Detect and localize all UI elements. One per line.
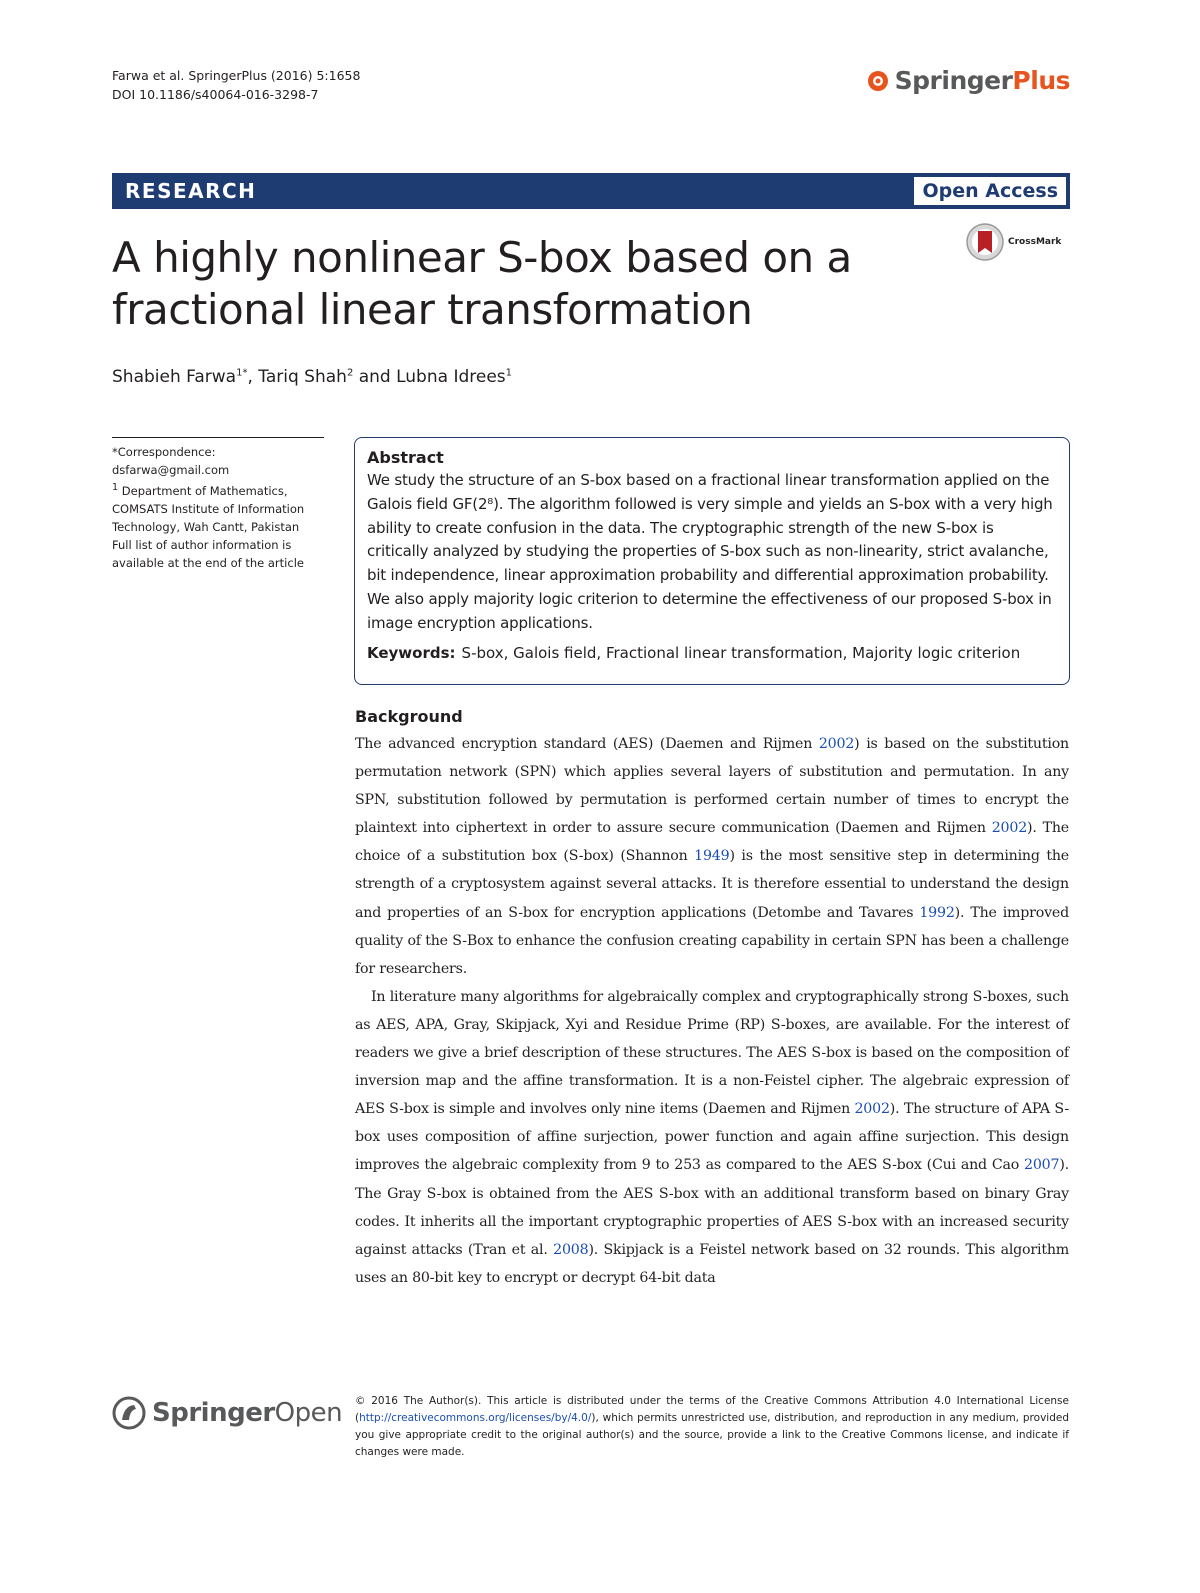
crossmark-badge[interactable] xyxy=(965,222,1061,262)
citation-journal-line: Farwa et al. SpringerPlus (2016) 5:1658 xyxy=(112,68,361,83)
springer-horse-icon xyxy=(867,70,889,92)
article-title: A highly nonlinear S-box based on a fractional linear transformation xyxy=(112,233,852,334)
citation-link[interactable]: 2002 xyxy=(818,736,855,752)
author-list xyxy=(112,367,512,387)
affiliation-sup: 1 xyxy=(112,482,119,493)
citation-link[interactable]: 1949 xyxy=(694,848,730,865)
crossmark-label: CrossMark xyxy=(1008,237,1062,247)
crossmark-icon xyxy=(965,222,1005,262)
article-type: RESEARCH xyxy=(125,179,257,203)
springerplus-logo[interactable] xyxy=(867,66,1070,95)
correspondence-sidebar xyxy=(112,437,324,572)
section-heading: Background xyxy=(355,707,463,726)
license-pre: © 2016 The Author(s). This article is distributed under the terms of the Creative Commons Attribution 4.0 International License ( xyxy=(355,1395,1069,1424)
paragraph: In literature many algorithms for algebraically complex and cryptographically strong S-boxes, such as AES, APA, Gray, Skipjack, Xyi and Residue Prime (RP) S-boxes, are available. For the interest of readers we give a brief description of these structures. The AES S-box is based on the composition of inversion map and the affine transformation. It is a non-Feistel cipher. The algebraic expression of AES S-box is simple and involves only nine items (Daemen and Rijmen 2002). The structure of APA S-box uses composition of affine surjection, power function and again affine surjection. This design improves the algebraic complexity from 9 to 253 as compared to the AES S-box (Cui and Cao 2007). The Gray S-box is obtained from the AES S-box with an additional transform based on binary Gray codes. It inherits all the important cryptographic properties of AES S-box with an increased security against attacks (Tran et al. 2008). Skipjack is a Feistel network based on 32 rounds. This algorithm uses an 80-bit key to encrypt or decrypt 64-bit data xyxy=(355,988,1070,1286)
license-post: ), which permits unrestricted use, distribution, and reproduction in any medium, provided you give appropriate credit to the original author(s) and the source, provide a link to the Creative Commons license, and indicate if changes were made. xyxy=(355,1412,1069,1458)
springeropen-logo[interactable] xyxy=(112,1396,342,1430)
citation-link[interactable]: 2002 xyxy=(854,1101,890,1118)
author-affiliation-sup: 2 xyxy=(346,367,354,379)
author-affiliation-sup: 1* xyxy=(236,367,248,379)
keywords-label: Keywords: xyxy=(367,643,456,662)
abstract-text: We study the structure of an S-box based on a fractional linear transformation applied on the Galois field GF(2⁸). The algorithm followed is very simple and yields an S-box with a very high ability to create confusion in the data. The cryptographic strength of the new S-box is critically analyzed by studying the properties of S-box such as non-linearity, strict avalanche, bit independence, linear approximation probability and differential approximation probability. We also apply majority logic criterion to determine the effectiveness of our proposed S-box in image encryption applications. xyxy=(367,471,1053,632)
license-text xyxy=(355,1393,1069,1461)
open-access-badge: Open Access xyxy=(914,177,1066,205)
journal-logo-accent: Plus xyxy=(1012,66,1070,95)
affiliation xyxy=(112,479,324,536)
author-info-note: Full list of author information is available at the end of the article xyxy=(112,537,304,570)
abstract-box xyxy=(354,437,1070,685)
author-separator: and xyxy=(353,367,397,387)
publisher-logo-accent: Open xyxy=(274,1398,343,1428)
citation-link[interactable]: 2007 xyxy=(1024,1157,1060,1174)
article-type-banner xyxy=(112,173,1070,209)
keywords xyxy=(367,644,1057,662)
correspondence-label: *Correspondence: xyxy=(112,445,216,459)
author-affiliation-sup: 1 xyxy=(505,367,513,379)
paragraph: The advanced encryption standard (AES) (Daemen and Rijmen 2002) is based on the substitution permutation network (SPN) which applies several layers of substitution and permutation. In any SPN, substitution followed by permutation is performed certain number of times to encrypt the plaintext into ciphertext in order to assure secure communication (Daemen and Rijmen 2002). The choice of a substitution box (S-box) (Shannon 1949) is the most sensitive step in determining the strength of a cryptosystem against several attacks. It is therefore essential to understand the design and properties of an S-box for encryption applications (Detombe and Tavares 1992). The improved quality of the S-Box to enhance the confusion creating capability in certain SPN has been a challenge for researchers. xyxy=(355,736,1069,977)
citation-block xyxy=(112,66,360,104)
journal-logo-main: Springer xyxy=(894,66,1013,95)
author-name[interactable]: Lubna Idrees xyxy=(396,367,506,387)
author-name[interactable]: Shabieh Farwa xyxy=(112,367,237,387)
springer-horse-icon xyxy=(112,1396,146,1430)
citation-link[interactable]: 2008 xyxy=(553,1241,589,1258)
license-link[interactable]: http://creativecommons.org/licenses/by/4.0/ xyxy=(359,1412,592,1424)
background-section xyxy=(355,707,1069,1292)
doi: DOI 10.1186/s40064-016-3298-7 xyxy=(112,87,319,102)
correspondence-email[interactable]: dsfarwa@gmail.com xyxy=(112,463,230,477)
author-separator: , xyxy=(247,367,259,387)
abstract-heading: Abstract xyxy=(367,448,444,467)
citation-link[interactable]: 2002 xyxy=(991,820,1028,837)
keywords-text: S-box, Galois field, Fractional linear transformation, Majority logic criterion xyxy=(461,643,1021,662)
publisher-logo-main: Springer xyxy=(152,1398,275,1428)
citation-link[interactable]: 1992 xyxy=(919,904,955,921)
affiliation-text: Department of Mathematics, COMSATS Institute of Information Technology, Wah Cantt, Pakistan xyxy=(112,483,305,534)
author-name[interactable]: Tariq Shah xyxy=(258,367,347,387)
